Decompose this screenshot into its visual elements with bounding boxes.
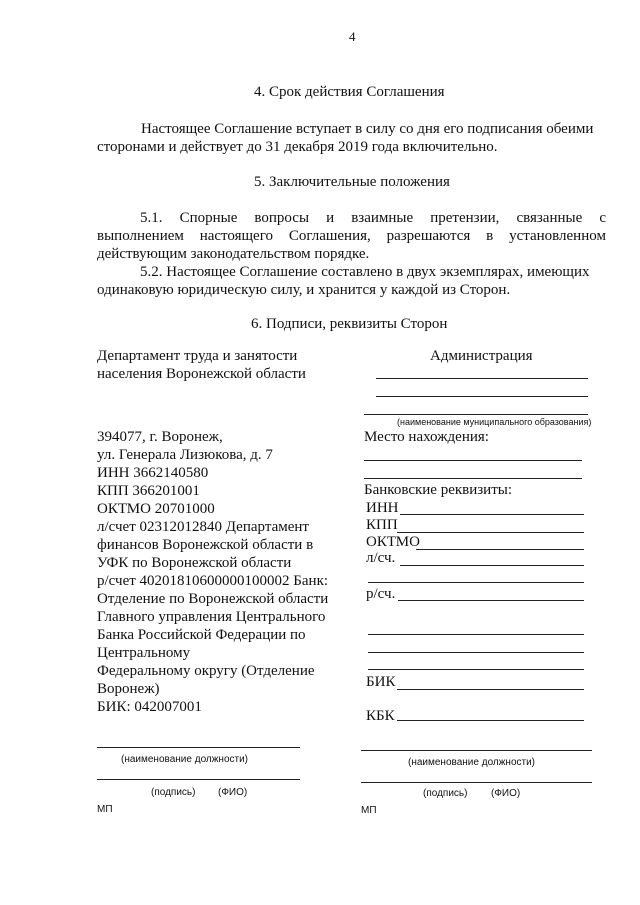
section-5-2-line-1: 5.2. Настоящее Соглашение составлено в двух экземплярах, имеющих: [140, 264, 590, 280]
right-org-line-2: [376, 396, 588, 397]
ls-label: л/сч.: [366, 550, 396, 566]
left-requisites-line: р/счет 40201810600000100002 Банк:: [97, 573, 329, 589]
left-requisites-line: ИНН 3662140580: [97, 465, 209, 481]
left-requisites-line: Центральному: [97, 645, 191, 661]
bik-label: БИК: [366, 674, 396, 690]
inn-label: ИНН: [366, 500, 399, 516]
section-4-paragraph-line-2: сторонами и действует до 31 декабря 2019 года включительно.: [97, 139, 498, 155]
left-requisites-line: Главного управления Центрального: [97, 609, 326, 625]
right-position-caption: (наименование должности): [408, 757, 536, 768]
left-requisites-line: Отделение по Воронежской области: [97, 591, 329, 607]
left-requisites: [97, 428, 328, 716]
location-line-1: [364, 460, 582, 461]
rs-line-4: [368, 669, 584, 670]
left-requisites-line: Федеральному округу (Отделение: [97, 663, 315, 679]
ls-line: [400, 565, 584, 566]
rs-line: [398, 600, 584, 601]
right-org-line-3: [364, 414, 588, 415]
inn-line: [400, 514, 584, 515]
location-line-2: [364, 478, 582, 479]
left-requisites-line: УФК по Воронежской области: [97, 555, 292, 571]
section-4-heading: 4. Срок действия Соглашения: [254, 84, 445, 100]
right-stamp-mark: МП: [361, 805, 377, 816]
location-label: Место нахождения:: [364, 429, 489, 445]
section-5-heading: 5. Заключительные положения: [254, 174, 450, 190]
ls-line-2: [368, 582, 584, 583]
left-requisites-line: КПП 366201001: [97, 483, 200, 499]
kpp-line: [397, 532, 584, 533]
left-stamp-mark: МП: [97, 804, 113, 815]
left-org-line-1: Департамент труда и занятости: [97, 348, 298, 364]
left-requisites-line: л/счет 02312012840 Департамент: [97, 519, 309, 535]
right-position-line: [361, 750, 592, 751]
right-signature-line: [361, 782, 592, 783]
page-number: 4: [349, 29, 356, 44]
left-org-line-2: населения Воронежской области: [97, 366, 306, 382]
section-5-2-line-2: одинаковую юридическую силу, и хранится у каждой из Сторон.: [97, 282, 511, 298]
left-requisites-line: Банка Российской Федерации по: [97, 627, 306, 643]
kbk-label: КБК: [366, 708, 395, 724]
left-position-caption: (наименование должности): [121, 754, 249, 765]
left-requisites-line: финансов Воронежской области в: [97, 537, 314, 553]
left-requisites-line: 394077, г. Воронеж,: [97, 429, 223, 445]
right-org-title: Администрация: [430, 348, 533, 364]
right-fio-caption: (ФИО): [491, 788, 521, 799]
left-fio-caption: (ФИО): [218, 787, 248, 798]
left-position-line: [97, 747, 300, 748]
kbk-line: [397, 720, 584, 721]
left-requisites-line: ул. Генерала Лизюкова, д. 7: [97, 447, 273, 463]
section-5-1-line-1: 5.1. Спорные вопросы и взаимные претензии, связанные с: [140, 210, 606, 226]
bik-line: [397, 689, 584, 690]
section-5-1-line-2: выполнением настоящего Соглашения, разрешаются в установленном: [97, 228, 606, 244]
left-sign-caption: (подпись): [151, 787, 196, 798]
oktmo-line: [416, 549, 584, 550]
section-4-paragraph-line-1: Настоящее Соглашение вступает в силу со дня его подписания обеими: [141, 121, 594, 137]
bank-requisites-label: Банковские реквизиты:: [364, 482, 513, 498]
section-5-1-line-3: действующим законодательством порядке.: [97, 246, 370, 262]
left-signature-line: [97, 779, 300, 780]
rs-line-3: [368, 652, 584, 653]
rs-label: р/сч.: [366, 586, 396, 602]
section-6-heading: 6. Подписи, реквизиты Сторон: [251, 316, 448, 332]
municipality-caption: (наименование муниципального образования): [397, 417, 592, 427]
rs-line-2: [368, 634, 584, 635]
kpp-label: КПП: [366, 517, 398, 533]
left-requisites-line: ОКТМО 20701000: [97, 501, 215, 517]
right-sign-caption: (подпись): [423, 788, 468, 799]
left-requisites-line: Воронеж): [97, 681, 160, 697]
right-org-line-1: [376, 378, 588, 379]
left-requisites-line: БИК: 042007001: [97, 699, 202, 715]
oktmo-label: ОКТМО: [366, 534, 420, 550]
